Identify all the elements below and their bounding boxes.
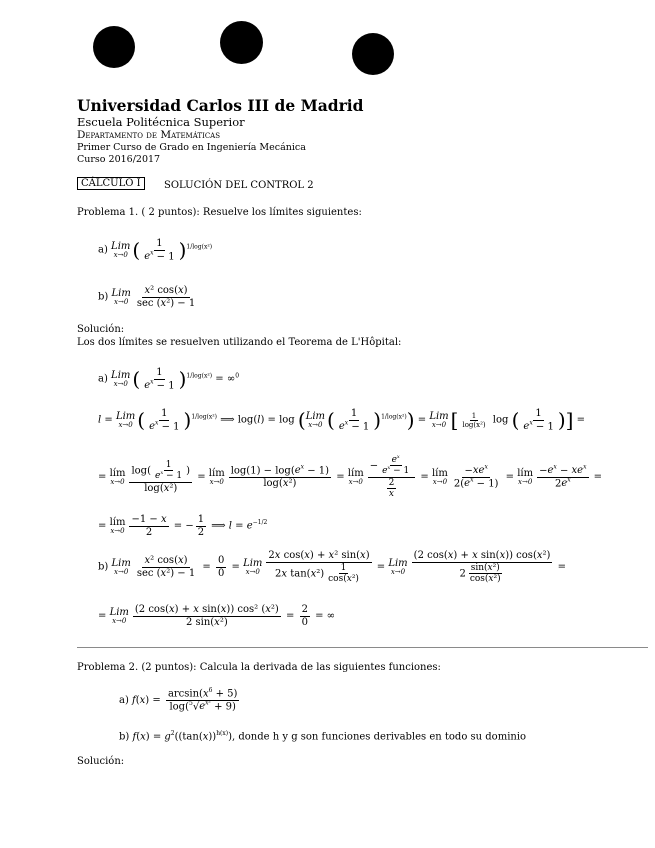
section-divider [77, 647, 648, 648]
department-name: Departamento de Matemáticas [77, 129, 221, 141]
solution-a-line3: = lím x→0 log( $\frac{1}{e^x - 1}$ ) log(x²) = lím x→0 $\frac{\log(1) - \log(e^x - 1)}{\text{log(x²)}}$ = lím x→0 − $\frac{e^x}{e^x - 1}$ $\frac{2}{x}$ = lím x→0 $\frac{-xe^x}{2(e^x - 1)}$ = lím x→0 $\frac{-e^x - xe^x}{2e^x}$ = [98, 454, 603, 500]
university-title: Universidad Carlos III de Madrid [77, 96, 364, 115]
problem1-heading: Problema 1. ( 2 puntos): Resuelve los límites siguientes: [77, 207, 362, 218]
problem2-item-b: b) $f(x) = g^2((\tan(x))^{h(x)})$, donde h y g son funciones derivables en todo su dominio [119, 730, 527, 743]
problem2-solution-label: Solución: [77, 756, 125, 767]
logo-dot-left [93, 26, 135, 68]
problem1-item-a: a) Lim x→0 ( $\frac{1}{e^x - 1}$ )$^{1/log(x^2)}$ [98, 238, 213, 263]
solution-a-line1: a) Lim x→0 ( $\frac{1}{e^x - 1}$ )$^{1/log(x^2)}$ = ∞$^0$ [98, 367, 240, 392]
problem2-item-b-text: , donde h y g son funciones derivables en todo su dominio [232, 731, 527, 743]
solution-b-line1: b) Lim x→0 $\frac{\text{x² cos(x)}}{\text{sec (x²) − 1}}$ = $\frac{0}{0}$ = Lim x→0 2x cos(x) + x² sin(x) 2x tan(x²) $\frac{1}{\text{cos(x²)}}$ = Lim x→0 (2 cos(x) + x sin(x)) cos(x²) 2 $\frac{\text{sin(x²)}}{\text{cos(x²)}}$ = [98, 550, 566, 584]
subject-box [77, 178, 145, 189]
logo-dot-middle [220, 21, 263, 64]
subject-label: CÁLCULO I [77, 177, 145, 190]
problem1-solution-intro: Los dos límites se resuelven utilizando el Teorema de L'Hôpital: [77, 337, 402, 348]
problem1-solution-label: Solución: [77, 324, 125, 335]
solution-a-line2: l = Lim x→0 ( $\frac{1}{e^x - 1}$ )$^{1/log(x^2)}$ ⟹ log(l) = log ( Lim x→0 ( $\frac{1}{e^x - 1}$ )$^{1/log(x^2)}$) = Lim x→0 [ $\frac{1}{\text{log(x²)}}$ log ( $\frac{1}{e^x - 1}$ )] = [98, 408, 586, 433]
problem2-item-a: a) f(x) = $\frac{\arcsin(x^6 + 5)}{\log(^5√e^{x^2} + 9)}$ [119, 687, 238, 713]
logo-dot-right [352, 33, 394, 75]
document-title: SOLUCIÓN DEL CONTROL 2 [164, 180, 314, 191]
course-name: Primer Curso de Grado en Ingeniería Mecánica [77, 142, 306, 153]
solution-b-line2: = Lim x→0 $\frac{\text{(2 cos(x) + x sin(x)) cos² (x²)}}{\text{2 sin(x²)}}$ = $\frac{2}{0}$ = ∞ [98, 604, 336, 628]
academic-year: Curso 2016/2017 [77, 154, 161, 165]
problem1-item-b: b) Lim x→0 $\frac{\text{x² cos(x)}}{\text{sec (x²) − 1}}$ [98, 285, 196, 309]
school-name: Escuela Politécnica Superior [77, 115, 245, 129]
solution-a-line4: = lím x→0 $\frac{-1 - x}{2}$ = − $\frac{1}{2}$ ⟹ $l = e^{-1/2}$ [98, 514, 268, 538]
problem2-heading: Problema 2. (2 puntos): Calcula la derivada de las siguientes funciones: [77, 662, 441, 673]
